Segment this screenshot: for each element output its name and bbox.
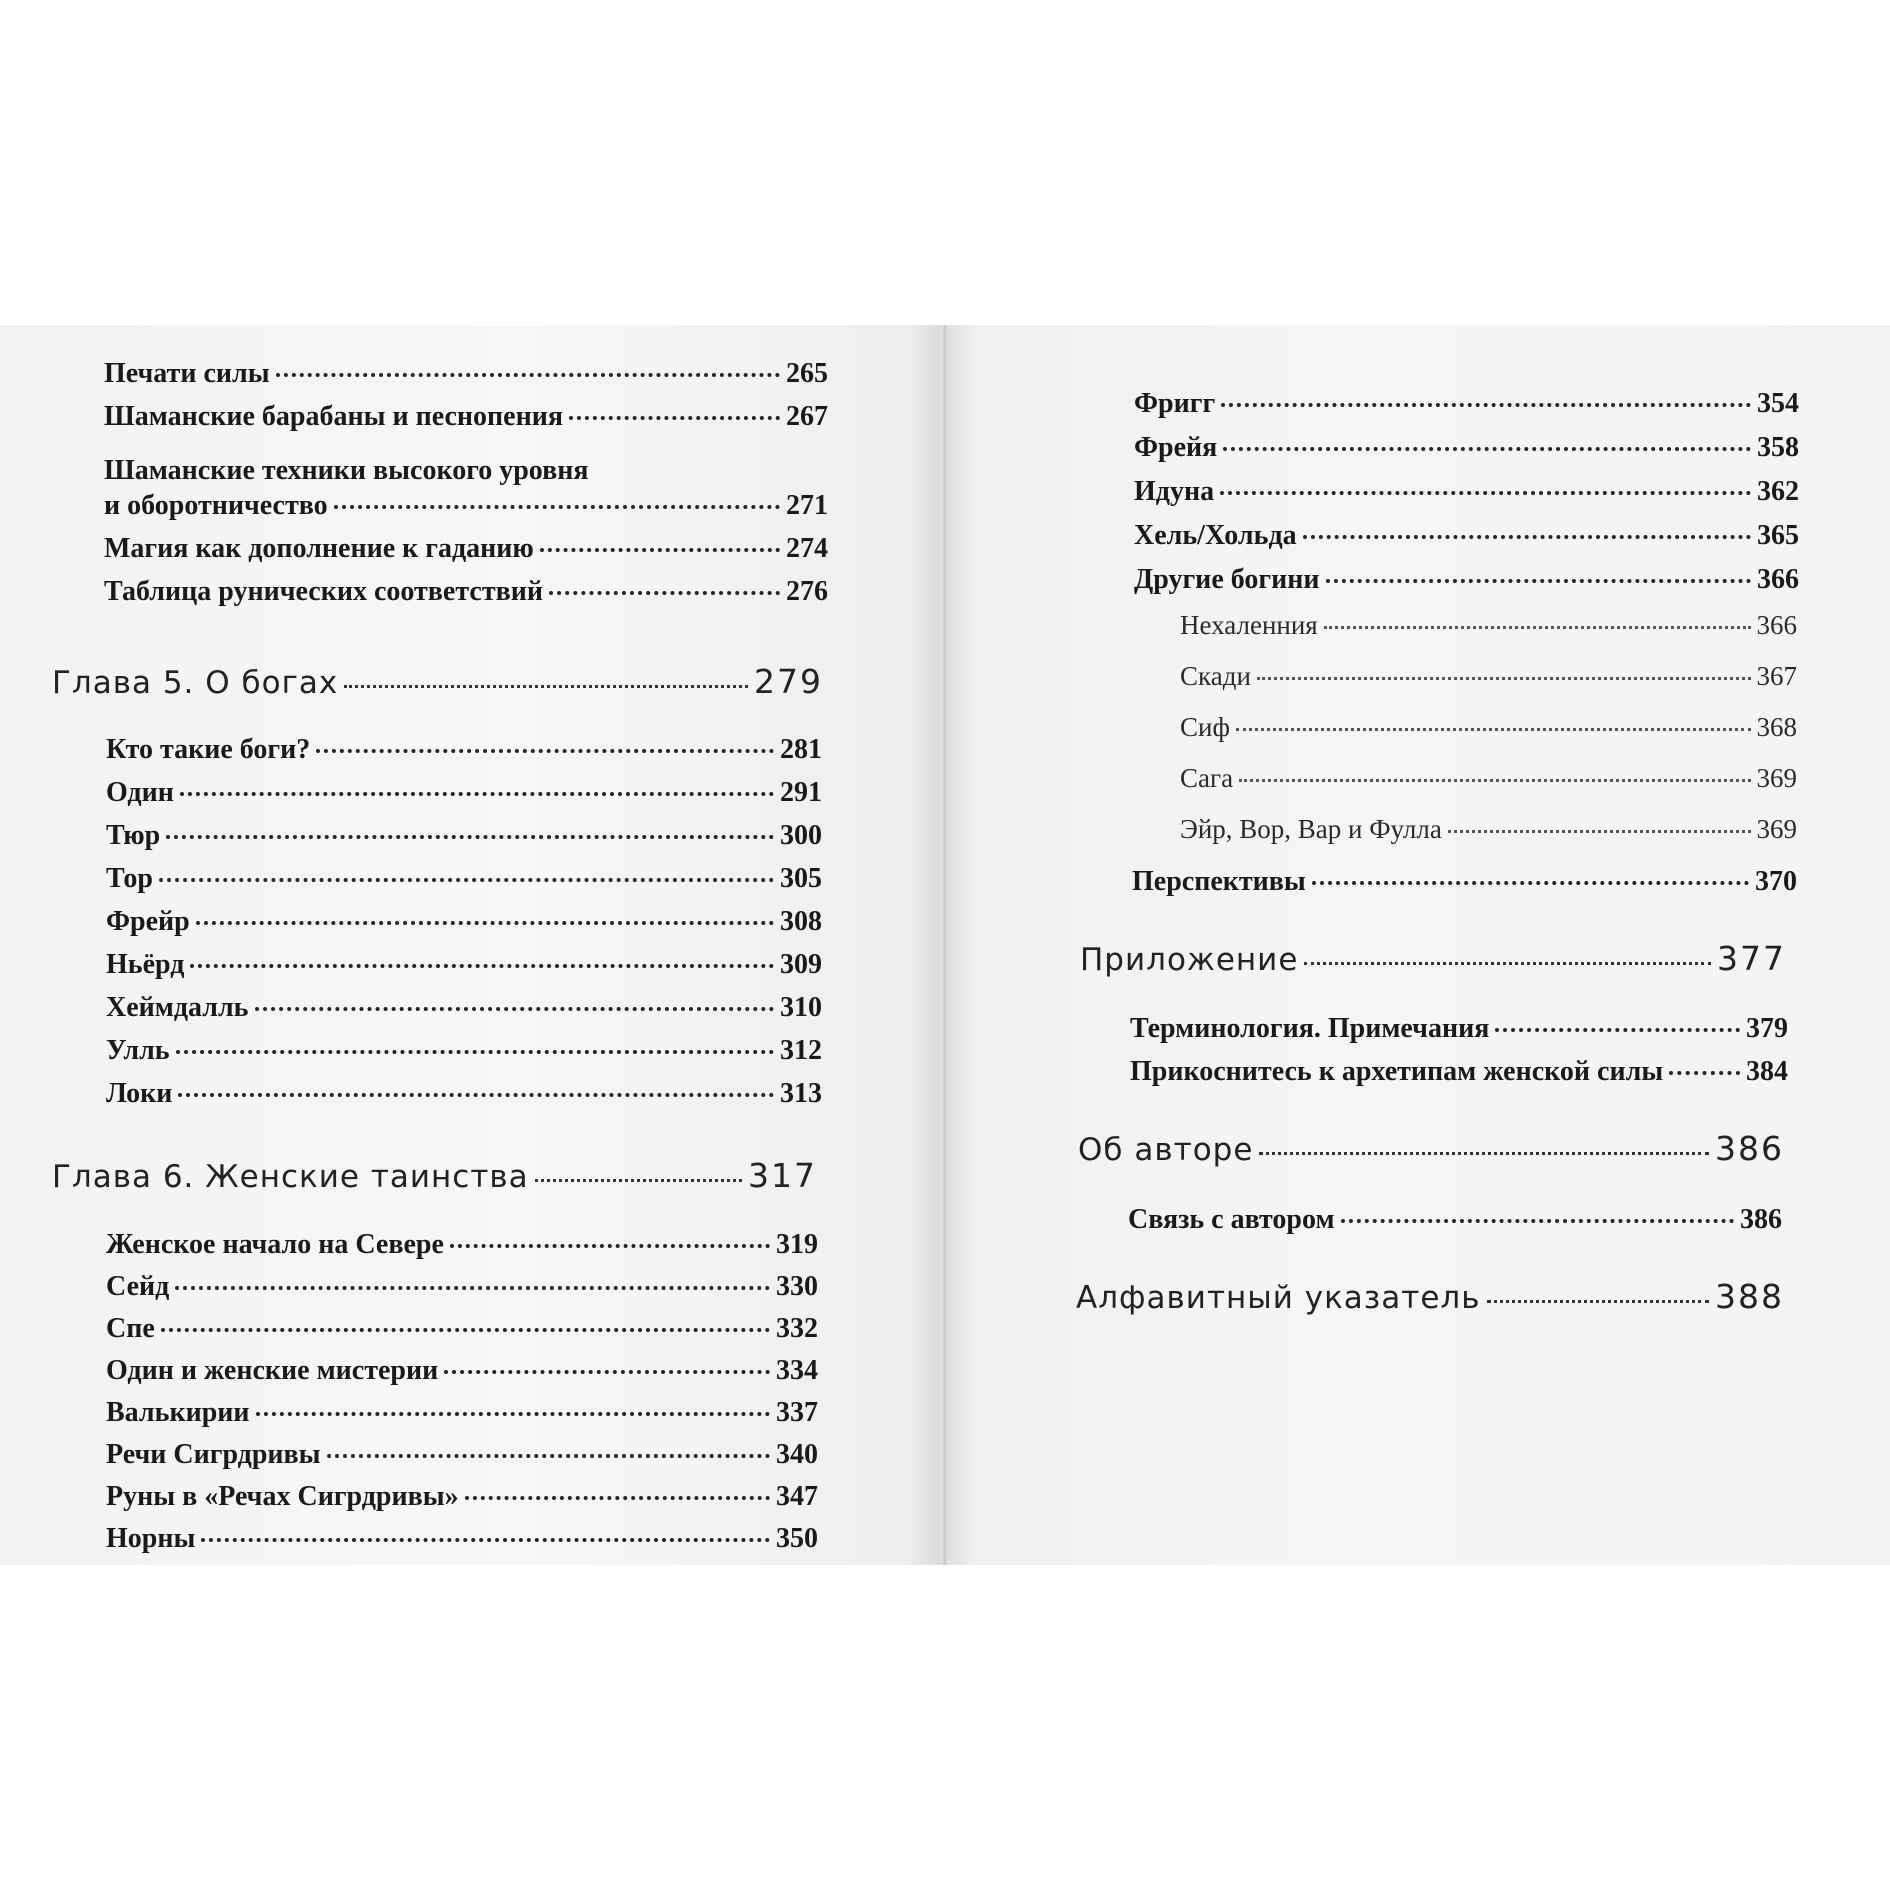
left-page (0, 325, 946, 1565)
chapter-heading (1078, 1129, 1784, 1168)
toc-subentry-title: Сага (1180, 763, 1234, 793)
toc-entry-title-line1: Шаманские техники высокого уровня (104, 455, 589, 486)
toc-subentry-page: 369 (1756, 814, 1797, 844)
toc-entry-title: Печати силы (104, 358, 270, 389)
dot-leader (255, 1007, 775, 1011)
toc-entry (106, 734, 822, 766)
toc-entry-title: Прикоснитесь к архетипам женской силы (1130, 1056, 1664, 1087)
toc-entry-title: Норны (106, 1523, 196, 1554)
toc-entry (1128, 1204, 1782, 1236)
dot-leader (1312, 881, 1749, 885)
chapter-heading (52, 1156, 817, 1195)
toc-entry (104, 401, 828, 433)
dot-leader (344, 685, 748, 688)
toc-entry-title: Женское начало на Севере (106, 1229, 444, 1260)
dot-leader (316, 749, 774, 753)
toc-entry-title: Сейд (106, 1271, 170, 1302)
toc-entry-page: 312 (780, 1035, 822, 1066)
toc-entry (1134, 564, 1799, 596)
toc-entry-title: Речи Сигрдривы (106, 1439, 321, 1470)
toc-entry (106, 1078, 822, 1110)
dot-leader (1448, 830, 1751, 833)
toc-entry (106, 992, 822, 1024)
dot-leader (1223, 447, 1751, 451)
toc-entry (1134, 388, 1799, 420)
toc-entry-page: 358 (1757, 432, 1799, 463)
toc-entry-page: 330 (776, 1271, 818, 1302)
dot-leader (1324, 626, 1751, 629)
dot-leader (1259, 1152, 1709, 1155)
toc-entry (1134, 476, 1799, 508)
chapter-heading (52, 662, 823, 701)
toc-entry (106, 1229, 818, 1261)
book-spread (0, 325, 1890, 1565)
chapter-title: Об авторе (1078, 1132, 1254, 1168)
toc-entry-page: 300 (780, 820, 822, 851)
right-page (946, 325, 1890, 1565)
toc-entry-title: Связь с автором (1128, 1204, 1335, 1235)
chapter-page: 279 (754, 662, 823, 701)
toc-entry-title: Магия как дополнение к гаданию (104, 533, 534, 564)
toc-entry-title: Локи (106, 1078, 173, 1109)
toc-entry-page: 265 (786, 358, 828, 389)
toc-entry-page: 379 (1746, 1013, 1788, 1044)
toc-entry (104, 358, 828, 390)
toc-entry-title: Ньёрд (106, 949, 185, 980)
dot-leader (327, 1454, 770, 1458)
dot-leader (178, 1093, 774, 1097)
dot-leader (1495, 1028, 1740, 1032)
toc-subentry-page: 366 (1756, 610, 1797, 640)
toc-entry-page: 274 (786, 533, 828, 564)
toc-entry-title: и оборотничество (104, 490, 328, 521)
dot-leader (196, 921, 774, 925)
toc-entry-page: 370 (1755, 866, 1797, 897)
toc-entry (106, 949, 822, 981)
toc-entry-title: Шаманские барабаны и песнопения (104, 401, 564, 432)
toc-entry-title: Другие богини (1134, 564, 1320, 595)
toc-entry-page: 276 (786, 576, 828, 607)
toc-entry-page: 337 (776, 1397, 818, 1428)
toc-entry-page: 309 (780, 949, 822, 980)
toc-subentry (1180, 712, 1797, 743)
dot-leader (334, 505, 780, 509)
toc-entry-page: 313 (780, 1078, 822, 1109)
toc-entry (106, 1035, 822, 1067)
dot-leader (201, 1538, 770, 1542)
chapter-page: 388 (1715, 1277, 1784, 1316)
toc-entry-title: Улль (106, 1035, 170, 1066)
toc-entry-page: 350 (776, 1523, 818, 1554)
toc-entry (106, 863, 822, 895)
dot-leader (180, 792, 774, 796)
toc-entry-page: 362 (1757, 476, 1799, 507)
dot-leader (1487, 1300, 1709, 1303)
toc-entry-title: Терминология. Примечания (1130, 1013, 1490, 1044)
toc-subentry (1180, 814, 1797, 845)
toc-entry (1134, 432, 1799, 464)
toc-entry-title: Руны в «Речах Сигрдривы» (106, 1481, 459, 1512)
dot-leader (276, 373, 780, 377)
chapter-heading (1076, 1277, 1784, 1316)
toc-entry (104, 490, 828, 522)
toc-entry-title: Тор (106, 863, 153, 894)
toc-entry-page: 366 (1757, 564, 1799, 595)
toc-entry (106, 1271, 818, 1303)
toc-entry (106, 820, 822, 852)
toc-entry-page: 332 (776, 1313, 818, 1344)
toc-entry-page: 271 (786, 490, 828, 521)
dot-leader (175, 1286, 770, 1290)
dot-leader (465, 1496, 770, 1500)
dot-leader (176, 1050, 774, 1054)
dot-leader (159, 878, 774, 882)
toc-entry-title: Фригг (1134, 388, 1216, 419)
dot-leader (1257, 677, 1751, 680)
toc-entry-title: Спе (106, 1313, 155, 1344)
toc-entry-title: Перспективы (1132, 866, 1306, 897)
chapter-page: 377 (1717, 939, 1786, 978)
toc-entry (104, 533, 828, 565)
toc-entry (106, 1313, 818, 1345)
toc-entry-title: Кто такие боги? (106, 734, 311, 765)
chapter-title: Приложение (1080, 942, 1299, 978)
toc-entry-title: Хеймдалль (106, 992, 249, 1023)
toc-entry (106, 777, 822, 809)
chapter-page: 386 (1715, 1129, 1784, 1168)
dot-leader (444, 1370, 770, 1374)
dot-leader (1669, 1071, 1740, 1075)
toc-subentry-title: Эйр, Вор, Вар и Фулла (1180, 814, 1442, 844)
toc-entry-title: Один (106, 777, 174, 808)
toc-entry (106, 1397, 818, 1429)
toc-entry (1130, 1013, 1788, 1045)
chapter-title: Алфавитный указатель (1076, 1280, 1481, 1316)
toc-entry-page: 334 (776, 1355, 818, 1386)
toc-entry (106, 906, 822, 938)
toc-subentry-title: Нехаленния (1180, 610, 1318, 640)
dot-leader (540, 548, 780, 552)
toc-subentry (1180, 610, 1797, 641)
toc-subentry-title: Сиф (1180, 712, 1230, 742)
toc-entry (106, 1439, 818, 1471)
toc-entry-page: 291 (780, 777, 822, 808)
dot-leader (549, 591, 780, 595)
toc-subentry-page: 368 (1756, 712, 1797, 742)
toc-entry-title: Один и женские мистерии (106, 1355, 439, 1386)
toc-entry-page: 281 (780, 734, 822, 765)
dot-leader (1303, 535, 1751, 539)
toc-entry-title: Идуна (1134, 476, 1215, 507)
dot-leader (1220, 491, 1751, 495)
toc-entry-page: 310 (780, 992, 822, 1023)
toc-entry-page: 340 (776, 1439, 818, 1470)
toc-entry (106, 1355, 818, 1387)
dot-leader (569, 416, 780, 420)
dot-leader (166, 835, 774, 839)
toc-entry-page: 267 (786, 401, 828, 432)
toc-entry-title: Тюр (106, 820, 161, 851)
toc-subentry-page: 367 (1756, 661, 1797, 691)
toc-entry-title: Фрейр (106, 906, 190, 937)
toc-entry (104, 576, 828, 608)
toc-entry-title: Хель/Хольда (1134, 520, 1297, 551)
chapter-heading (1080, 939, 1786, 978)
chapter-page: 317 (748, 1156, 817, 1195)
dot-leader (1304, 962, 1711, 965)
dot-leader (1239, 779, 1750, 782)
dot-leader (256, 1412, 770, 1416)
toc-entry-title: Валькирии (106, 1397, 250, 1428)
toc-entry (1134, 520, 1799, 552)
toc-subentry (1180, 763, 1797, 794)
toc-subentry-page: 369 (1756, 763, 1797, 793)
toc-entry-title: Фрейя (1134, 432, 1218, 463)
toc-entry-page: 386 (1740, 1204, 1782, 1235)
toc-entry-page: 365 (1757, 520, 1799, 551)
dot-leader (1341, 1219, 1734, 1223)
dot-leader (161, 1328, 770, 1332)
toc-subentry (1180, 661, 1797, 692)
toc-entry-page: 308 (780, 906, 822, 937)
dot-leader (1326, 579, 1752, 583)
dot-leader (450, 1244, 770, 1248)
toc-subentry-title: Скади (1180, 661, 1251, 691)
dot-leader (535, 1179, 742, 1182)
dot-leader (1221, 403, 1751, 407)
dot-leader (190, 964, 774, 968)
toc-entry (106, 1481, 818, 1513)
toc-entry-page: 319 (776, 1229, 818, 1260)
toc-entry (1132, 866, 1797, 898)
toc-entry (1130, 1056, 1788, 1088)
toc-entry-page: 354 (1757, 388, 1799, 419)
chapter-title: Глава 5. О богах (52, 665, 339, 701)
toc-entry (106, 1523, 818, 1555)
dot-leader (1236, 728, 1751, 731)
toc-entry-title: Таблица рунических соответствий (104, 576, 544, 607)
toc-entry-page: 305 (780, 863, 822, 894)
chapter-title: Глава 6. Женские таинства (52, 1159, 529, 1195)
toc-entry-page: 384 (1746, 1056, 1788, 1087)
toc-entry-page: 347 (776, 1481, 818, 1512)
